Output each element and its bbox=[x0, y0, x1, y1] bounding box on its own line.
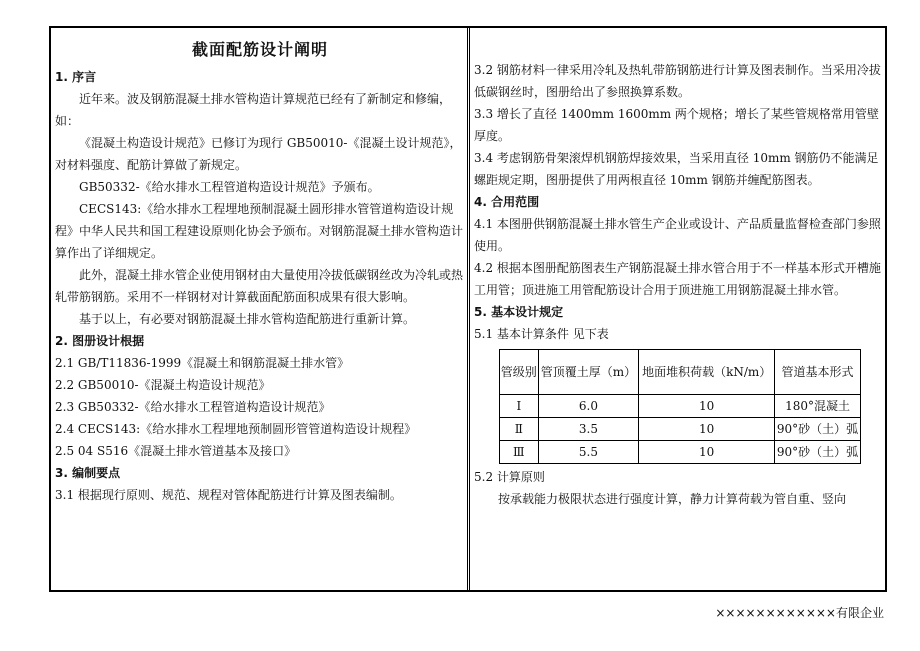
paragraph: 5.2 计算原则 bbox=[474, 470, 545, 484]
section-heading-5: 5. 基本设计规定 bbox=[474, 305, 564, 319]
section-heading-1: 1. 序言 bbox=[55, 70, 97, 84]
paragraph: 5.1 基本计算条件 见下表 bbox=[474, 327, 609, 341]
table-cell: 180°混凝土 bbox=[775, 395, 861, 418]
table-cell: 10 bbox=[639, 395, 775, 418]
paragraph: 3.1 根据现行原则、规范、规程对管体配筋进行计算及图表编制。 bbox=[55, 488, 402, 502]
paragraph: 近年来。波及钢筋混凝土排水管构造计算规范已经有了新制定和修编，如： bbox=[55, 92, 452, 128]
design-conditions-table bbox=[499, 349, 861, 464]
table-cell: 5.5 bbox=[538, 441, 639, 464]
table-row bbox=[500, 441, 861, 464]
table-row bbox=[500, 395, 861, 418]
table-cell: Ⅱ bbox=[500, 418, 539, 441]
table-header-cell: 管级别 bbox=[500, 350, 539, 395]
table-cell: 6.0 bbox=[538, 395, 639, 418]
paragraph: 此外，混凝土排水管企业使用钢材由大量使用冷拔低碳钢丝改为冷轧或热轧带筋钢筋。采用不一样钢材对计算截面配筋面积成果有很大影响。 bbox=[55, 268, 464, 304]
paragraph: 3.2 钢筋材料一律采用冷轧及热轧带筋钢筋进行计算及图表制作。当采用冷拔低碳钢丝时，图册给出了参照换算系数。 bbox=[474, 63, 881, 99]
table-cell: 10 bbox=[639, 418, 775, 441]
list-item: 2.1 GB/T11836-1999《混凝土和钢筋混凝土排水管》 bbox=[55, 356, 350, 370]
paragraph: 《混凝土构造设计规范》已修订为现行 GB50010-《混凝土设计规范》，对材料强度、配筋计算做了新规定。 bbox=[55, 136, 462, 172]
paragraph: 按承载能力极限状态进行强度计算，静力计算荷载为管自重、竖向 bbox=[498, 492, 847, 506]
section-heading-4: 4. 合用范围 bbox=[474, 195, 540, 209]
table-cell: 3.5 bbox=[538, 418, 639, 441]
section-heading-3: 3. 编制要点 bbox=[55, 466, 121, 480]
right-column bbox=[474, 28, 884, 590]
document-frame bbox=[49, 26, 887, 592]
section-heading-2: 2. 图册设计根据 bbox=[55, 334, 145, 348]
list-item: 2.2 GB50010-《混凝土构造设计规范》 bbox=[55, 378, 271, 392]
table-header-row bbox=[500, 350, 861, 395]
page-title: 截面配筋设计阐明 bbox=[191, 40, 328, 59]
paragraph: 3.3 增长了直径 1400mm 1600mm 两个规格；增长了某些管规格常用管壁厚度。 bbox=[474, 107, 879, 143]
paragraph: 3.4 考虑钢筋骨架滚焊机钢筋焊接效果，当采用直径 10mm 钢筋仍不能满足螺距规定期，图册提供了用两根直径 10mm 钢筋并缠配筋图表。 bbox=[474, 151, 879, 187]
paragraph: GB50332-《给水排水工程管道构造设计规范》予颁布。 bbox=[79, 180, 380, 194]
list-item: 2.4 CECS143:《给水排水工程埋地预制圆形管管道构造设计规程》 bbox=[55, 422, 417, 436]
list-item: 2.3 GB50332-《给水排水工程管道构造设计规范》 bbox=[55, 400, 331, 414]
column-divider bbox=[467, 28, 470, 590]
table-cell: 90°砂（土）弧 bbox=[775, 418, 861, 441]
table-cell: Ⅰ bbox=[500, 395, 539, 418]
table-cell: 90°砂（土）弧 bbox=[775, 441, 861, 464]
table-header-cell: 管道基本形式 bbox=[775, 350, 861, 395]
paragraph: 4.2 根据本图册配筋图表生产钢筋混凝土排水管合用于不一样基本形式开槽施工用管；顶进施工用管配筋设计合用于顶进施工用钢筋混凝土排水管。 bbox=[474, 261, 881, 297]
company-footer: ××××××××××××有限企业 bbox=[715, 606, 884, 620]
table-header-cell: 管顶覆土厚（m） bbox=[538, 350, 639, 395]
paragraph: CECS143:《给水排水工程埋地预制混凝土圆形排水管管道构造设计规程》中华人民共和国工程建设原则化协会予颁布。对钢筋混凝土排水管构造计算作出了详细规定。 bbox=[55, 202, 464, 260]
list-item: 2.5 04 S516《混凝土排水管道基本及接口》 bbox=[55, 444, 297, 458]
paragraph: 4.1 本图册供钢筋混凝土排水管生产企业或设计、产品质量监督检查部门参照使用。 bbox=[474, 217, 881, 253]
table-cell: Ⅲ bbox=[500, 441, 539, 464]
paragraph: 基于以上，有必要对钢筋混凝土排水管构造配筋进行重新计算。 bbox=[79, 312, 416, 326]
left-column bbox=[55, 28, 465, 590]
table-row bbox=[500, 418, 861, 441]
table-cell: 10 bbox=[639, 441, 775, 464]
table-header-cell: 地面堆积荷载（kN/m） bbox=[639, 350, 775, 395]
